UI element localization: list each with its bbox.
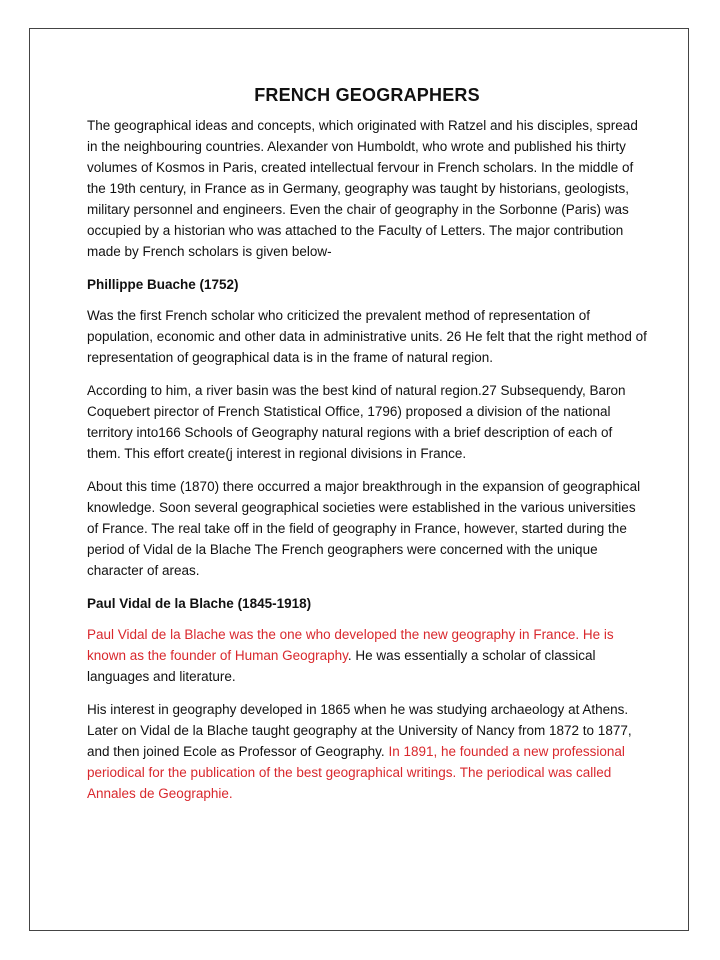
vidal-periodical-highlight: In 1891, he founded a new professional periodical for the publication of the best geographical writings. The periodical was called Annales de Geographie. [87,744,625,801]
vidal-paragraph-2 [87,699,647,804]
vidal-paragraph-1-rest: . He was essentially a scholar of classical languages and literature. [87,648,596,684]
document-content [87,85,647,816]
intro-paragraph: The geographical ideas and concepts, which originated with Ratzel and his disciples, spread in the neighbouring countries. Alexander von Humboldt, who wrote and published his thirty volumes of Kosmos in Paris, created intellectual fervour in French scholars. In the middle of the 19th century, in France as in Germany, geography was taught by historians, geologists, military personnel and engineers. Even the chair of geography in the Sorbonne (Paris) was occupied by a historian who was attached to the Faculty of Letters. The major contribution made by French scholars is given below- [87,118,638,259]
buache-paragraph-1: Was the first French scholar who criticized the prevalent method of representation of population, economic and other data in administrative units. 26 He felt that the right method of representation of geographical data is in the frame of natural region. [87,308,647,365]
vidal-highlight-text: Paul Vidal de la Blache was the one who developed the new geography in France. He is known as the founder of Human Geography [87,627,614,663]
section-heading-vidal: Paul Vidal de la Blache (1845-1918) [87,596,312,611]
buache-paragraph-3: About this time (1870) there occurred a major breakthrough in the expansion of geographical knowledge. Soon several geographical societies were established in the various universities of France. The real take off in the field of geography in France, however, started during the period of Vidal de la Blache The French geographers were concerned with the unique character of areas. [87,479,641,578]
vidal-paragraph-1 [87,624,647,687]
vidal-paragraph-2-start: His interest in geography developed in 1865 when he was studying archaeology at Athens. Later on Vidal de la Blache taught geography at the University of Nancy from 1872 to 1877, and then joined Ecole as Professor of Geography. [87,702,632,759]
document-page [29,28,689,931]
page-title: FRENCH GEOGRAPHERS [254,85,480,105]
buache-paragraph-2: According to him, a river basin was the best kind of natural region.27 Subsequendy, Baron Coquebert pirector of French Statistical Office, 1796) proposed a division of the national territory into166 Schools of Geography natural regions with a brief description of each of them. This effort create(j interest in regional divisions in France. [87,383,626,461]
section-heading-buache: Phillippe Buache (1752) [87,277,239,292]
